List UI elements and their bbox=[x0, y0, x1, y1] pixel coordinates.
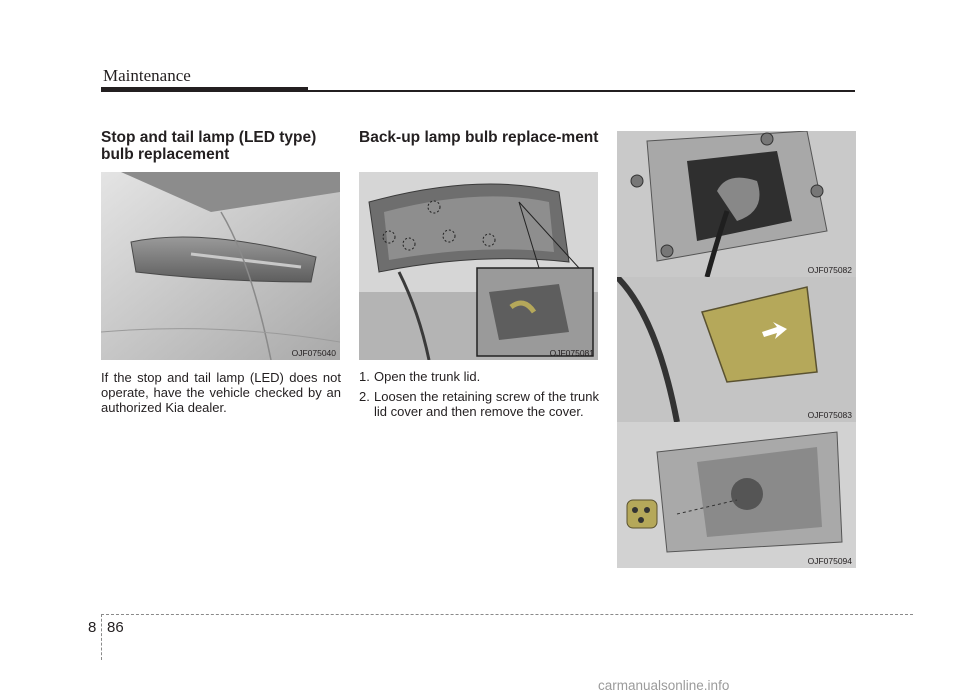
tail-lamp-illustration bbox=[101, 172, 340, 360]
lamp-socket-illustration bbox=[617, 131, 856, 277]
step-text: Loosen the retaining screw of the trunk lid cover and then remove the cover. bbox=[374, 389, 599, 419]
trunk-lid-drawing bbox=[359, 172, 598, 360]
step-number: 2. bbox=[359, 389, 370, 404]
bulb-removal-drawing bbox=[617, 422, 856, 568]
figure-code: OJF075083 bbox=[807, 410, 852, 420]
header-rule-thin bbox=[308, 90, 855, 92]
chapter-number: 8 bbox=[88, 619, 97, 636]
figure-code: OJF075082 bbox=[807, 265, 852, 275]
section-title: Maintenance bbox=[103, 66, 191, 85]
header-rule-thick bbox=[101, 87, 308, 92]
backup-lamp-heading: Back-up lamp bulb replace-ment bbox=[359, 129, 599, 146]
figure-code: OJF075040 bbox=[291, 348, 336, 358]
figure-code: OJF075094 bbox=[807, 556, 852, 566]
backup-lamp-steps bbox=[359, 369, 599, 424]
step-text: Open the trunk lid. bbox=[374, 369, 481, 384]
stop-tail-lamp-heading: Stop and tail lamp (LED type) bulb replacement bbox=[101, 129, 317, 163]
page-number: 86 bbox=[107, 619, 124, 636]
step-item bbox=[359, 389, 599, 419]
trunk-cover-illustration bbox=[617, 277, 856, 422]
footer-rule bbox=[101, 614, 913, 615]
tail-lamp-drawing bbox=[101, 172, 340, 360]
watermark-text: carmanualsonline.info bbox=[598, 678, 730, 693]
trunk-cover-drawing bbox=[617, 277, 856, 422]
led-lamp-paragraph: If the stop and tail lamp (LED) does not operate, have the vehicle checked by an authorized Kia dealer. bbox=[101, 370, 341, 415]
step-item bbox=[359, 369, 599, 384]
trunk-lid-illustration bbox=[359, 172, 598, 360]
lamp-socket-drawing bbox=[617, 131, 856, 277]
figure-code: OJF075081 bbox=[549, 348, 594, 358]
footer-vertical-rule bbox=[101, 614, 102, 660]
step-number: 1. bbox=[359, 369, 370, 384]
bulb-removal-illustration bbox=[617, 422, 856, 568]
